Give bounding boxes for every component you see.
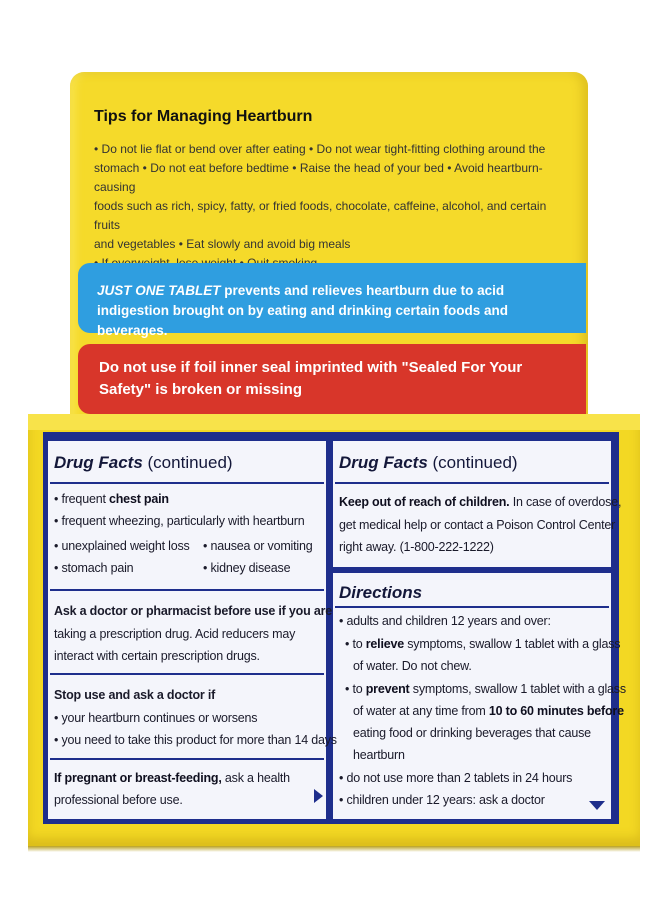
divider bbox=[335, 606, 609, 608]
tips-title: Tips for Managing Heartburn bbox=[94, 108, 313, 125]
keep-out-text: In case of overdose, bbox=[509, 495, 622, 509]
poison-control-number: right away. (1-800-222-1222) bbox=[339, 540, 494, 554]
tips-line: and vegetables • Eat slowly and avoid big meals bbox=[94, 237, 351, 251]
divider bbox=[50, 589, 324, 591]
ask-doctor-text: taking a prescription drug. Acid reducers may bbox=[54, 627, 296, 641]
product-claim-text bbox=[97, 281, 577, 341]
directions-item bbox=[345, 680, 626, 699]
divider bbox=[50, 673, 324, 675]
tips-line: foods such as rich, spicy, fatty, or fried foods, chocolate, caffeine, alcohol, and certain fruits bbox=[94, 199, 547, 232]
box-top-edge bbox=[28, 414, 640, 430]
directions-text: • to bbox=[345, 637, 366, 651]
product-claim-emphasis: JUST ONE TABLET bbox=[97, 283, 221, 298]
tips-line: • Do not lie flat or bend over after eating • Do not wear tight-fitting clothing around the bbox=[94, 142, 546, 156]
tips-line: stomach • Do not eat before bedtime • Raise the head of your bed • Avoid heartburn-causing bbox=[94, 161, 543, 194]
warning-item-chest-pain bbox=[54, 490, 169, 509]
warning-bold: chest pain bbox=[109, 492, 169, 506]
drug-facts-heading-continued: (continued) bbox=[427, 453, 518, 472]
warning-item-stomach-pain: • stomach pain bbox=[54, 561, 134, 575]
directions-item bbox=[345, 635, 620, 654]
ask-doctor-heading: Ask a doctor or pharmacist before use if you are bbox=[54, 604, 332, 618]
drug-facts-heading-bold: Drug Facts bbox=[54, 453, 143, 472]
drug-facts-heading-left bbox=[54, 453, 233, 473]
stop-use-item: • you need to take this product for more than 14 days bbox=[54, 733, 337, 747]
keep-out-bold: Keep out of reach of children. bbox=[339, 495, 510, 509]
warning-item-wheezing: • frequent wheezing, particularly with heartburn bbox=[54, 514, 305, 528]
directions-item bbox=[353, 702, 624, 721]
tips-body bbox=[94, 140, 564, 273]
ask-doctor-text: interact with certain prescription drugs. bbox=[54, 649, 260, 663]
continue-arrow-down-icon bbox=[589, 801, 605, 810]
directions-bold: relieve bbox=[365, 637, 404, 651]
divider bbox=[335, 482, 609, 484]
directions-text: of water at any time from bbox=[353, 704, 489, 718]
pregnancy-warning-line2: professional before use. bbox=[54, 793, 183, 807]
product-claim-rest: prevents and relieves heartburn due to acid indigestion brought on by eating and drinking certain foods and beverages. bbox=[97, 283, 508, 338]
directions-item: of water. Do not chew. bbox=[353, 659, 472, 673]
warning-text: • frequent bbox=[54, 492, 109, 506]
warning-item-kidney: • kidney disease bbox=[203, 561, 291, 575]
drug-facts-heading-right bbox=[339, 453, 518, 473]
directions-item: • children under 12 years: ask a doctor bbox=[339, 793, 545, 807]
directions-item: • adults and children 12 years and over: bbox=[339, 614, 551, 628]
keep-out-text-line2: get medical help or contact a Poison Control Center bbox=[339, 518, 616, 532]
warning-item-weight-loss: • unexplained weight loss bbox=[54, 539, 190, 553]
pregnancy-bold: If pregnant or breast-feeding, bbox=[54, 771, 222, 785]
directions-bold: prevent bbox=[365, 682, 410, 696]
directions-bold: 10 to 60 minutes before bbox=[488, 704, 624, 718]
pregnancy-text: ask a health bbox=[221, 771, 290, 785]
divider bbox=[50, 758, 324, 760]
drug-facts-heading-continued: (continued) bbox=[142, 453, 233, 472]
continue-arrow-right-icon bbox=[314, 789, 323, 803]
pregnancy-warning bbox=[54, 769, 290, 788]
divider bbox=[50, 482, 324, 484]
keep-out-of-reach bbox=[339, 493, 621, 512]
safety-seal-warning: Do not use if foil inner seal imprinted with "Sealed For Your Safety" is broken or missing bbox=[99, 359, 523, 398]
box-bottom-shadow bbox=[28, 846, 640, 852]
directions-text: • to bbox=[345, 682, 366, 696]
stop-use-heading: Stop use and ask a doctor if bbox=[54, 688, 216, 702]
warning-item-nausea: • nausea or vomiting bbox=[203, 539, 313, 553]
drug-facts-heading-bold: Drug Facts bbox=[339, 453, 428, 472]
directions-heading: Directions bbox=[339, 583, 423, 602]
stop-use-item: • your heartburn continues or worsens bbox=[54, 711, 258, 725]
directions-text: symptoms, swallow 1 tablet with a glass bbox=[403, 637, 621, 651]
directions-item: heartburn bbox=[353, 748, 405, 762]
directions-item: • do not use more than 2 tablets in 24 hours bbox=[339, 771, 573, 785]
directions-text: symptoms, swallow 1 tablet with a glass bbox=[409, 682, 626, 696]
directions-item: eating food or drinking beverages that cause bbox=[353, 726, 591, 740]
